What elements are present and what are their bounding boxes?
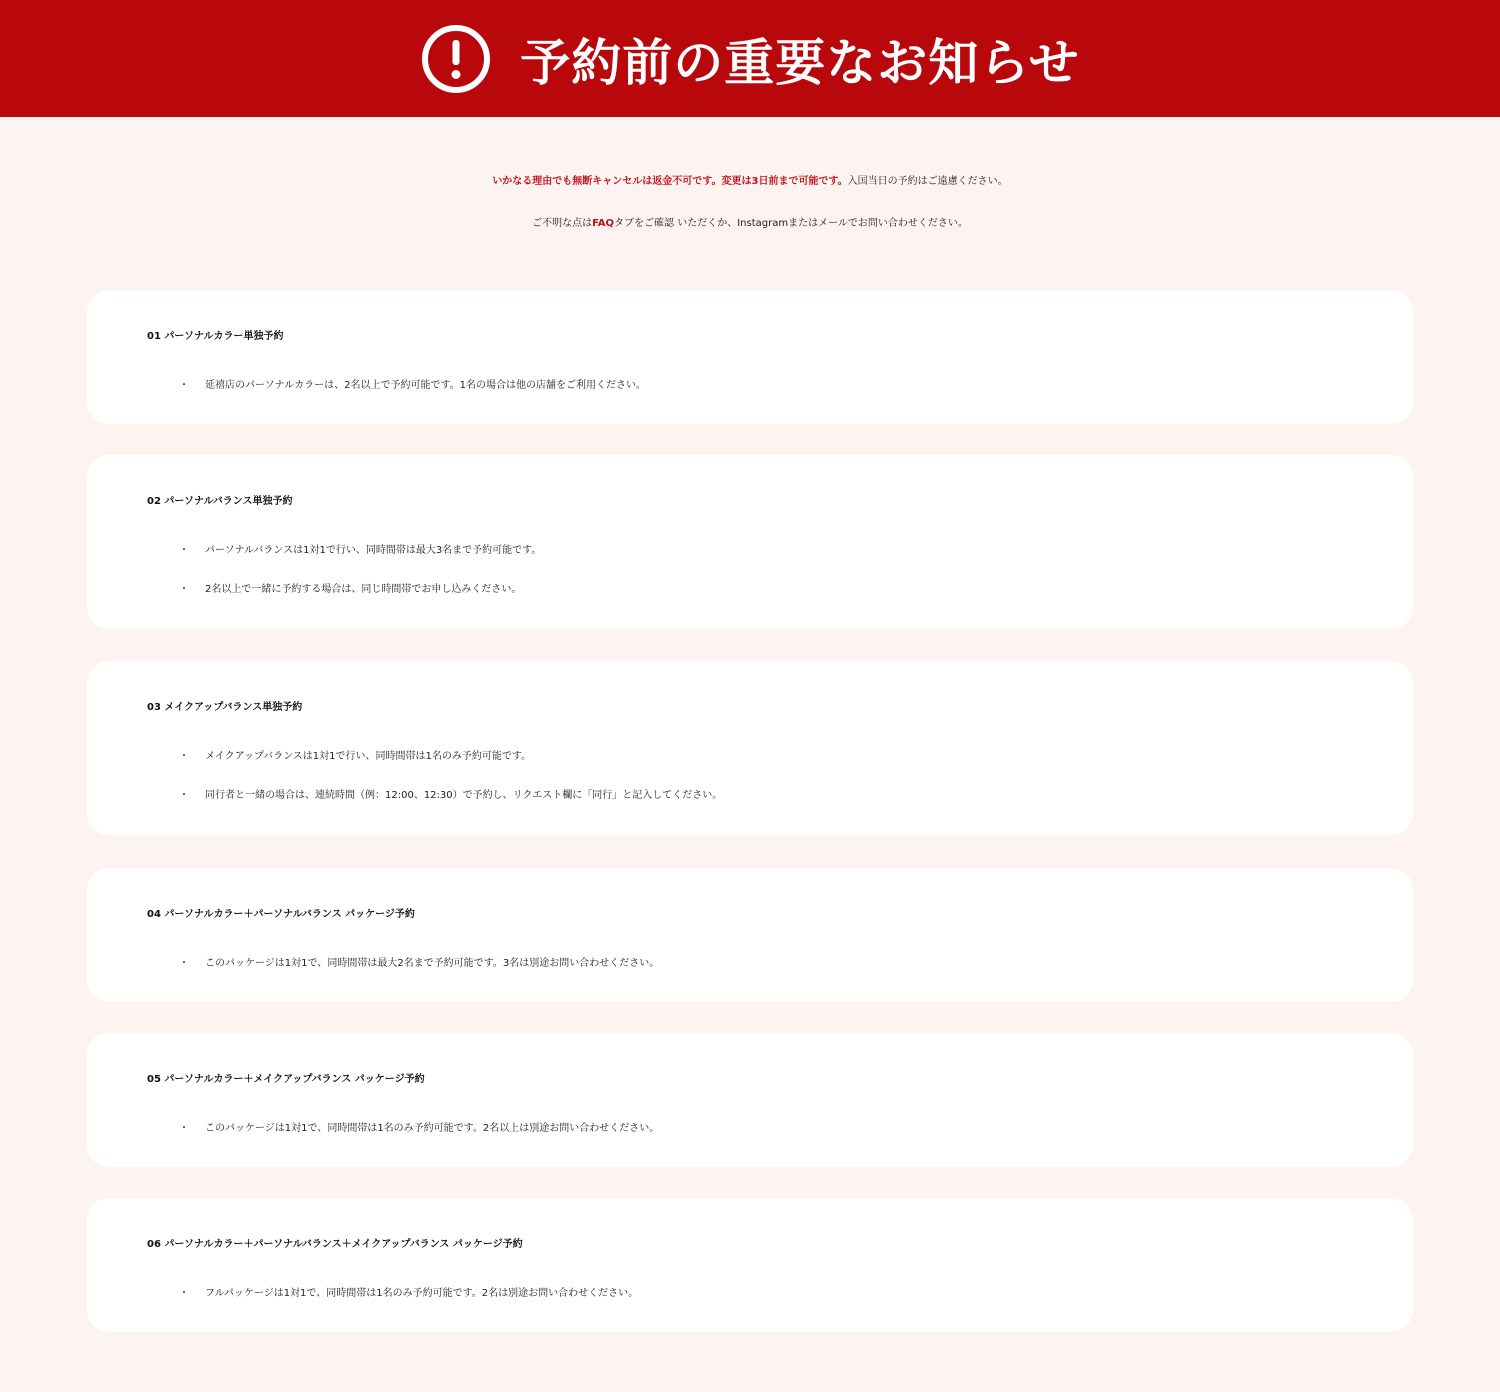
list-item (179, 531, 1353, 570)
notice-line-contact (0, 203, 1500, 245)
rule-card-list (147, 366, 1353, 405)
list-item (179, 570, 1353, 609)
rule-card-03 (87, 661, 1413, 835)
bullet: ・ (179, 790, 189, 801)
notice-line-cancellation (0, 161, 1500, 203)
bullet: ・ (179, 584, 189, 595)
rule-card-01 (87, 290, 1413, 424)
rule-card-title: 04 パーソナルカラー＋パーソナルバランス パッケージ予約 (147, 909, 415, 920)
list-item-text: メイクアップバランスは1対1で行い、同時間帯は1名のみ予約可能です。 (205, 751, 532, 762)
list-item-text: フルパッケージは1対1で、同時間帯は1名のみ予約可能です。2名は別途お問い合わせください。 (205, 1288, 639, 1299)
rule-card-title: 02 パーソナルバランス単独予約 (147, 496, 293, 507)
rule-card-title: 01 パーソナルカラー単独予約 (147, 331, 284, 342)
list-item-text: このパッケージは1対1で、同時間帯は1名のみ予約可能です。2名以上は別途お問い合わせください。 (205, 1123, 660, 1134)
notice-arrival-day: 入国当日の予約はご遠慮ください。 (847, 176, 1008, 187)
bullet: ・ (179, 380, 189, 391)
list-item-text: パーソナルバランスは1対1で行い、同時間帯は最大3名まで予約可能です。 (205, 545, 542, 556)
list-item-text: 同行者と一緒の場合は、連続時間（例：12:00、12:30）で予約し、リクエスト欄に「同行」と記入してください。 (205, 790, 723, 801)
rule-card-title: 03 メイクアップバランス単独予約 (147, 702, 303, 713)
bullet: ・ (179, 958, 189, 969)
bullet: ・ (179, 545, 189, 556)
list-item-text: このパッケージは1対1で、同時間帯は最大2名まで予約可能です。3名は別途お問い合わせください。 (205, 958, 660, 969)
rule-card-list (147, 1109, 1353, 1148)
notice-contact-post: タブをご確認 いただくか、Instagramまたはメールでお問い合わせください。 (614, 218, 968, 229)
list-item (179, 737, 1353, 776)
bullet: ・ (179, 1123, 189, 1134)
notice-contact-pre: ご不明な点は (532, 218, 593, 229)
rule-card-04 (87, 868, 1413, 1002)
rule-card-list (147, 531, 1353, 609)
list-item-text: 2名以上で一緒に予約する場合は、同じ時間帯でお申し込みください。 (205, 584, 522, 595)
rule-card-list (147, 1274, 1353, 1313)
rule-card-title: 06 パーソナルカラー＋パーソナルバランス＋メイクアップバランス パッケージ予約 (147, 1239, 523, 1250)
exclamation-circle-icon (420, 23, 492, 95)
rule-card-title: 05 パーソナルカラー＋メイクアップバランス パッケージ予約 (147, 1074, 425, 1085)
faq-link[interactable]: FAQ (592, 218, 615, 229)
list-item (179, 1109, 1353, 1148)
rule-card-02 (87, 455, 1413, 629)
important-notice (0, 161, 1500, 245)
page-title: 予約前の重要なお知らせ (520, 33, 1080, 92)
notice-cancellation-policy: いかなる理由でも無断キャンセルは返金不可です。変更は3日前まで可能です。 (492, 176, 848, 187)
rule-card-05 (87, 1033, 1413, 1167)
list-item-text: 延禧店のパーソナルカラーは、2名以上で予約可能です。1名の場合は他の店舗をご利用ください。 (205, 380, 647, 391)
rule-card-list (147, 944, 1353, 983)
rule-card-list (147, 737, 1353, 815)
list-item (179, 366, 1353, 405)
notice-header (0, 0, 1500, 117)
list-item (179, 1274, 1353, 1313)
rule-card-06 (87, 1198, 1413, 1332)
bullet: ・ (179, 1288, 189, 1299)
bullet: ・ (179, 751, 189, 762)
list-item (179, 944, 1353, 983)
list-item (179, 776, 1353, 815)
